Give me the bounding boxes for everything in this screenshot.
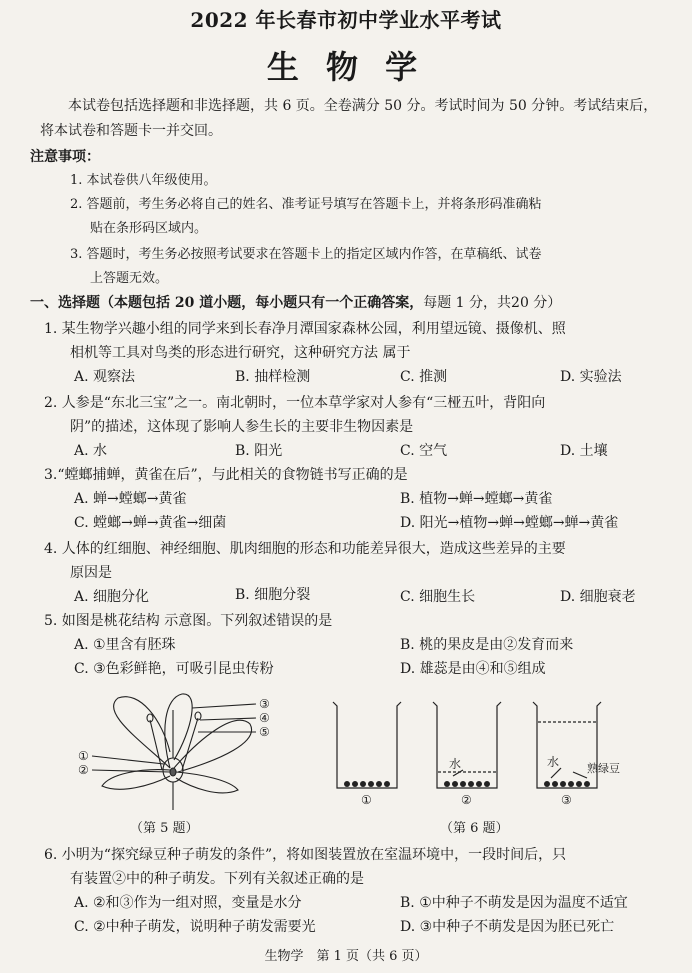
flower-label-3: ③: [259, 697, 270, 711]
beaker-label-3: ③: [561, 793, 572, 807]
q6-option-b: B. ①中种子不萌发是因为温度不适宜: [400, 895, 628, 911]
q5-option-b: B. 桃的果皮是由②发育而来: [400, 637, 574, 653]
notice-item-3-cont: 上答题无效。: [90, 271, 169, 286]
q1-stem-line2: 相机等工具对鸟类的形态进行研究，这种研究方法 属于: [70, 345, 411, 361]
sepal-left: [102, 770, 170, 790]
intro-paragraph: 本试卷包括选择题和非选择题，共 6 页。全卷满分 50 分。考试时间为 50 分钟。考试结束后，将本试卷和答题卡一并交回。: [40, 98, 658, 139]
q1-option-c: C. 推测: [400, 369, 448, 385]
beaker-1: [333, 702, 401, 788]
section1-heading: [30, 294, 561, 312]
q4-option-d: D. 细胞衰老: [560, 589, 636, 605]
q6-stem-line1: 6. 小明为“探究绿豆种子萌发的条件”，将如图装置放在室温环境中，一段时间后，只: [44, 847, 567, 863]
q4-option-c: C. 细胞生长: [400, 589, 476, 605]
flower-label-2: ②: [78, 763, 89, 777]
q5-option-d: D. 雄蕊是由④和⑤组成: [400, 661, 546, 677]
q3-option-b: B. 植物→蝉→螳螂→黄雀: [400, 491, 553, 507]
q3-stem-line1: 3.“螳螂捕蝉，黄雀在后”，与此相关的食物链书写正确的是: [44, 467, 408, 483]
water-label-2: 水: [449, 757, 462, 771]
q6-option-c: C. ②中种子萌发，说明种子萌发需要光: [74, 919, 316, 935]
q5-stem-line1: 5. 如图是桃花结构 示意图。下列叙述错误的是: [44, 613, 333, 629]
beans-pointer: [573, 772, 587, 778]
notice-item-1: 1. 本试卷供八年级使用。: [70, 173, 217, 188]
seeds-beaker-3: [544, 781, 590, 787]
q4-option-b: B. 细胞分裂: [235, 587, 311, 603]
section1-heading-tail: 每题 1 分，共20 分）: [423, 295, 562, 311]
water-pointer-3: [551, 768, 561, 778]
peach-flower-diagram: [70, 690, 300, 810]
subject-title: 生 物 学: [266, 48, 426, 86]
q1-stem-line1: 1. 某生物学兴趣小组的同学来到长春净月潭国家森林公园，利用望远镜、摄像机、照: [44, 321, 566, 337]
notice-heading: 注意事项：: [30, 149, 100, 165]
flower-label-1: ①: [78, 749, 89, 763]
q2-stem-line2: 阴”的描述，这体现了影响人参生长的主要非生物因素是: [70, 419, 414, 435]
beaker-3: [533, 702, 601, 788]
flower-label-4: ④: [259, 711, 270, 725]
leader-line-3: [192, 704, 256, 708]
exam-title: 2022 年长春市初中学业水平考试: [190, 8, 502, 32]
q3-option-c: C. 螳螂→蝉→黄雀→细菌: [74, 515, 227, 531]
beans-label: 熟绿豆: [587, 762, 620, 775]
q3-option-d: D. 阳光→植物→蝉→螳螂→蝉→黄雀: [400, 515, 619, 531]
q1-option-a: A. 观察法: [74, 369, 136, 385]
q2-option-d: D. 土壤: [560, 443, 608, 459]
q6-option-d: D. ③中种子不萌发是因为胚已死亡: [400, 919, 615, 935]
q4-stem-line1: 4. 人体的红细胞、神经细胞、肌肉细胞的形态和功能差异很大，造成这些差异的主要: [44, 541, 566, 557]
water-label-3: 水: [547, 755, 560, 769]
q6-stem-line2: 有装置②中的种子萌发。下列有关叙述正确的是: [70, 871, 364, 887]
q5-option-c: C. ③色彩鲜艳，可吸引昆虫传粉: [74, 661, 274, 677]
petal-middle: [165, 694, 192, 768]
notice-item-2: 2. 答题前，考生务必将自己的姓名、准考证号填写在答题卡上，并将条形码准确粘: [70, 197, 542, 212]
q2-option-c: C. 空气: [400, 443, 448, 459]
petal-left: [114, 697, 170, 768]
beaker-label-2: ②: [461, 793, 472, 807]
stamen-2: [182, 718, 198, 770]
sepal-right: [176, 772, 238, 793]
fig6-caption: （第 6 题）: [440, 821, 509, 836]
ovule: [170, 768, 176, 776]
fig5-caption: （第 5 题）: [130, 821, 199, 836]
q1-option-b: B. 抽样检测: [235, 369, 311, 385]
leader-line-4: [200, 718, 256, 720]
beaker-label-1: ①: [361, 793, 372, 807]
notice-item-3: 3. 答题时，考生务必按照考试要求在答题卡上的指定区域内作答，在草稿纸、试卷: [70, 247, 542, 262]
notice-item-2-cont: 贴在条形码区域内。: [90, 221, 208, 236]
seeds-beaker-1: [344, 781, 390, 787]
seeds-beaker-2: [444, 781, 490, 787]
q2-option-a: A. 水: [74, 443, 108, 459]
q1-option-d: D. 实验法: [560, 369, 622, 385]
q5-option-a: A. ①里含有胚珠: [74, 637, 176, 653]
flower-label-5: ⑤: [259, 725, 270, 739]
q2-stem-line1: 2. 人参是“东北三宝”之一。南北朝时，一位本草学家对人参有“三桠五叶，背阳向: [44, 395, 546, 411]
q4-option-a: A. 细胞分化: [74, 589, 150, 605]
q4-stem-line2: 原因是: [70, 565, 112, 581]
beaker-2: [433, 702, 501, 788]
section1-heading-main: 一、选择题（本题包括 20 道小题，每小题只有一个正确答案，: [30, 295, 424, 311]
q6-option-a: A. ②和③作为一组对照，变量是水分: [74, 895, 302, 911]
page-footer: 生物学 第 1 页（共 6 页）: [264, 949, 428, 964]
petal-right: [174, 720, 252, 772]
beaker-experiment-diagram: [325, 692, 655, 812]
q3-option-a: A. 蝉→螳螂→黄雀: [74, 491, 187, 507]
q2-option-b: B. 阳光: [235, 443, 283, 459]
leader-line-1: [92, 756, 164, 764]
